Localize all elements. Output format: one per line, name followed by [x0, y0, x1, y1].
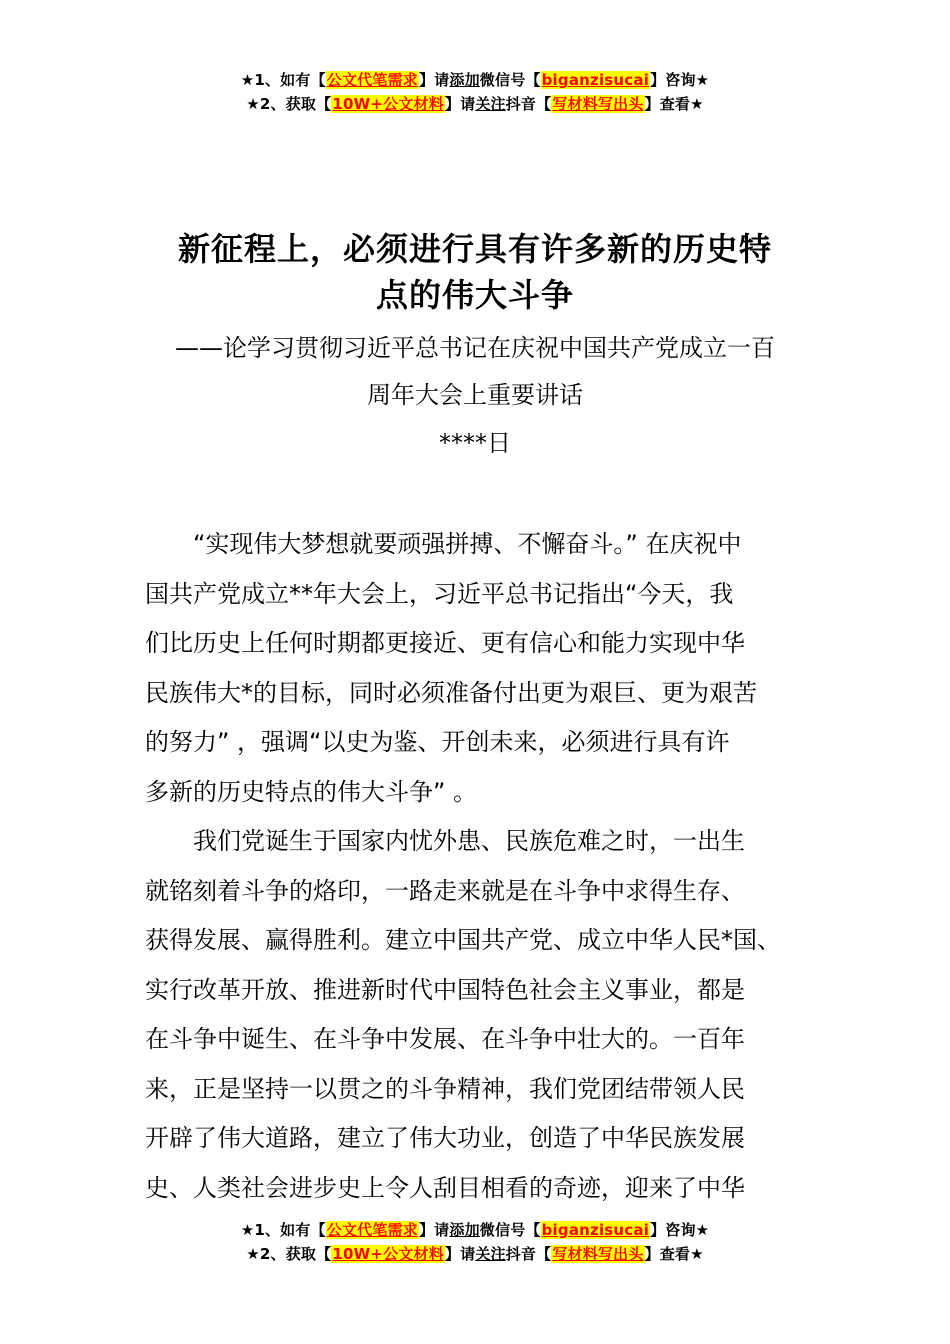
banner-line-1: ★1、如有【公文代笔需求】请添加微信号【biganzisucai】咨询★	[240, 1221, 710, 1239]
text-line: 开辟了伟大道路，建立了伟大功业，创造了中华民族发展	[145, 1124, 745, 1152]
paragraph-1	[145, 520, 825, 817]
banner-line-1: ★1、如有【公文代笔需求】请添加微信号【biganzisucai】咨询★	[240, 71, 710, 89]
text-line: 来，正是坚持一以贯之的斗争精神，我们党团结带领人民	[145, 1074, 745, 1103]
highlight-douyin-account: 写材料写出头	[552, 1245, 644, 1263]
document-subtitle	[120, 325, 830, 419]
text-line: 的努力” ，强调“以史为鉴、开创未来，必须进行具有许	[145, 728, 730, 756]
text-line: 多新的历史特点的伟大斗争” 。	[145, 777, 478, 806]
document-date: ****日	[439, 429, 511, 457]
text-line: 民族伟大*的目标，同时必须准备付出更为艰巨、更为艰苦	[145, 678, 757, 707]
subtitle-line: 周年大会上重要讲话	[367, 381, 583, 409]
text-line: “实现伟大梦想就要顽强拼搏、不懈奋斗。” 在庆祝中	[193, 530, 742, 558]
document-title	[120, 226, 830, 318]
highlight-wechat-id: biganzisucai	[541, 71, 650, 89]
highlight-service: 公文代笔需求	[326, 71, 418, 89]
highlight-materials: 10W+公文材料	[332, 1245, 444, 1263]
banner-line-2: ★2、获取【10W+公文材料】请关注抖音【写材料写出头】查看★	[246, 1245, 704, 1263]
text-line: 史、人类社会进步史上令人刮目相看的奇迹，迎来了中华	[145, 1173, 745, 1202]
highlight-wechat-id: biganzisucai	[541, 1221, 650, 1239]
highlight-materials: 10W+公文材料	[332, 95, 444, 113]
banner-line-2: ★2、获取【10W+公文材料】请关注抖音【写材料写出头】查看★	[246, 95, 704, 113]
highlight-service: 公文代笔需求	[326, 1221, 418, 1239]
text-line: 实行改革开放、推进新时代中国特色社会主义事业，都是	[145, 975, 745, 1004]
title-line: 点的伟大斗争	[375, 276, 574, 314]
document-body	[145, 520, 825, 1213]
top-banner	[0, 68, 950, 116]
text-line: 国共产党成立**年大会上，习近平总书记指出“今天，我	[145, 579, 734, 608]
text-line: 们比历史上任何时期都更接近、更有信心和能力实现中华	[145, 629, 745, 657]
highlight-douyin-account: 写材料写出头	[552, 95, 644, 113]
title-line: 新征程上，必须进行具有许多新的历史特	[177, 230, 772, 268]
text-line: 就铭刻着斗争的烙印，一路走来就是在斗争中求得生存、	[145, 876, 745, 905]
subtitle-line: ——论学习贯彻习近平总书记在庆祝中国共产党成立一百	[175, 334, 775, 362]
bottom-banner	[0, 1218, 950, 1266]
text-line: 在斗争中诞生、在斗争中发展、在斗争中壮大的。一百年	[145, 1025, 745, 1053]
text-line: 我们党诞生于国家内忧外患、民族危难之时，一出生	[193, 827, 745, 855]
text-line: 获得发展、赢得胜利。建立中国共产党、成立中华人民*国、	[145, 926, 781, 954]
paragraph-2	[145, 817, 825, 1213]
